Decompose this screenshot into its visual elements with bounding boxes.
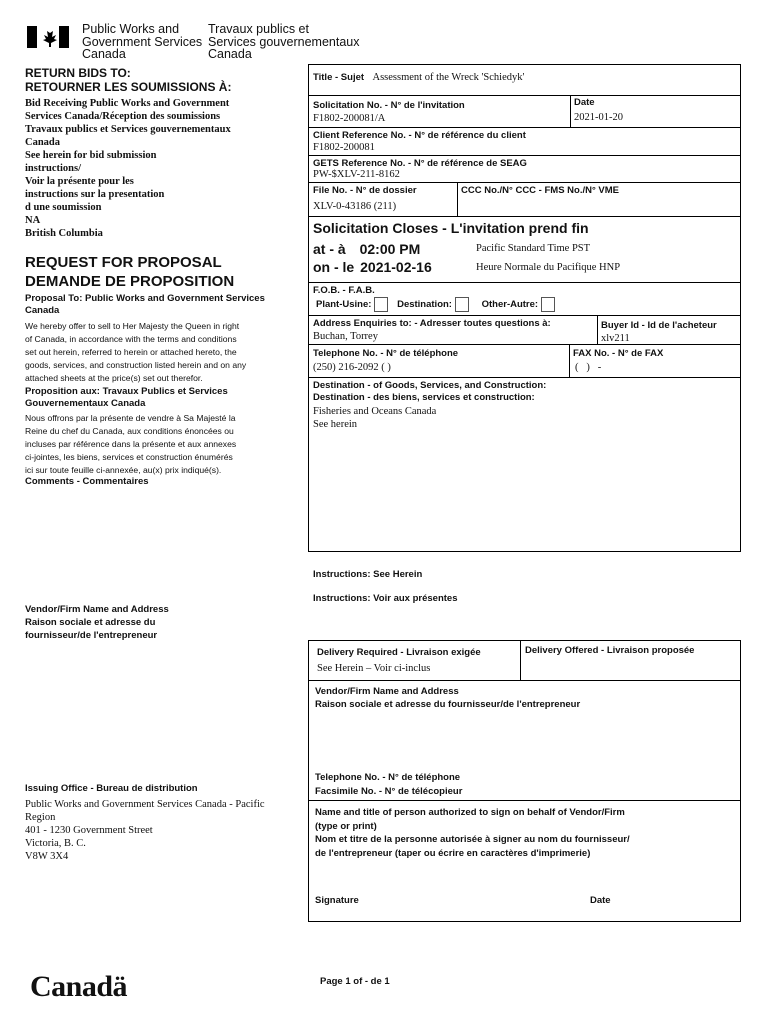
destination-value: Fisheries and Oceans Canada See herein xyxy=(313,406,437,430)
left-vendor-label: Vendor/Firm Name and Address Raison sociale et adresse du fournisseur/de l'entrepreneur xyxy=(25,604,169,641)
buyer-id-label: Buyer Id - Id de l'acheteur xyxy=(601,320,717,331)
other-checkbox[interactable] xyxy=(541,297,555,312)
ccc-label: CCC No./N° CCC - FMS No./N° VME xyxy=(461,185,620,196)
gets-ref-value: PW-$XLV-211-8162 xyxy=(313,169,400,180)
dept-name-fr: Travaux publics et Services gouvernementaux Canada xyxy=(208,22,360,61)
proposal-to-text: We hereby offer to sell to Her Majesty the Queen in right of Canada, in accordance with the terms and conditions set out herein, referred to herein or attached hereto, the goods, services, and construction listed herein and on any attached sheets at the price(s) set out therefor. xyxy=(25,321,247,383)
file-no-label: File No. - N° de dossier xyxy=(313,185,417,196)
issuing-office-address: Public Works and Government Services Canada - Pacific Region 401 - 1230 Government Street Victoria, B. C. V8W 3X4 xyxy=(25,799,265,862)
destination-checkbox[interactable] xyxy=(455,297,469,312)
delivery-required-value: See Herein – Voir ci-inclus xyxy=(317,663,431,674)
enquiries-label: Address Enquiries to: - Adresser toutes questions à: xyxy=(313,318,551,329)
phone-value: (250) 216-2092 ( ) xyxy=(313,362,391,373)
return-address: Bid Receiving Public Works and Government Services Canada/Réception des soumissions Travaux publics et Services gouvernementaux Canada See herein for bid submission instructions/ Voir la présente pour les instructions sur la presentation d une soumission NA British Columbia xyxy=(25,98,231,239)
proposal-to-heading: Proposal To: Public Works and Government Services Canada xyxy=(25,293,265,316)
vendor-label: Vendor/Firm Name and Address Raison sociale et adresse du fournisseur/de l'entrepreneur xyxy=(315,686,581,710)
client-ref-label: Client Reference No. - N° de référence du client xyxy=(313,130,526,141)
title-value: Assessment of the Wreck 'Schiedyk' xyxy=(372,72,525,83)
canada-flag-icon xyxy=(27,26,69,48)
timezone-en: Pacific Standard Time PST xyxy=(476,243,591,254)
fob-label: F.O.B. - F.A.B. xyxy=(313,285,375,296)
comments-label: Comments - Commentaires xyxy=(25,476,149,487)
destination-label: Destination - of Goods, Services, and Construction: Destination - des biens, services et construction: xyxy=(313,380,547,403)
file-no-value: XLV-0-43186 (211) xyxy=(313,201,397,212)
solicitation-value: F1802-200081/A xyxy=(313,113,386,124)
enquiries-value: Buchan, Torrey xyxy=(313,331,378,342)
closing-time: at - à 02:00 PM xyxy=(313,241,421,257)
authorized-signer-label: Name and title of person authorized to sign on behalf of Vendor/Firm (type or print) Nom et titre de la personne autorisée à signer au nom du fournisseur/ de l'entrepreneur (taper ou écrire en caractères d'imprimerie) xyxy=(315,807,630,859)
dept-name-en: Public Works and Government Services Canada xyxy=(82,22,203,61)
canada-wordmark: Canadä xyxy=(30,970,128,1003)
solicitation-label: Solicitation No. - N° de l'invitation xyxy=(313,100,465,111)
gets-ref-label: GETS Reference No. - N° de référence de SEAG xyxy=(313,158,527,169)
fax-value: ( ) - xyxy=(575,362,602,373)
proposition-text: Nous offrons par la présente de vendre à Sa Majesté la Reine du chef du Canada, aux conditions énoncées ou incluses par référence dans la présente et aux annexes ci-jointes, les biens, services et construction énumérés ici sur toute feuille ci-annexée, au(x) prix indiqué(s). xyxy=(25,413,237,475)
title-label: Title - Sujet xyxy=(313,72,365,83)
timezone-fr: Heure Normale du Pacifique HNP xyxy=(476,262,621,273)
title-field xyxy=(313,67,524,85)
signature-date-label: Date xyxy=(590,895,611,906)
rfp-heading: REQUEST FOR PROPOSAL DEMANDE DE PROPOSITION xyxy=(25,254,235,290)
instructions-en: Instructions: See Herein xyxy=(313,569,423,580)
signature-label: Signature xyxy=(315,895,359,906)
closing-date: on - le 2021-02-16 xyxy=(313,259,432,275)
vendor-phone-label: Telephone No. - N° de téléphone Facsimile No. - N° de télécopieur xyxy=(315,772,463,797)
client-ref-value: F1802-200081 xyxy=(313,142,375,153)
phone-label: Telephone No. - N° de téléphone xyxy=(313,348,459,359)
page-number: Page 1 of - de 1 xyxy=(320,976,390,987)
delivery-required-label: Delivery Required - Livraison exigée xyxy=(317,647,481,658)
proposition-heading: Proposition aux: Travaux Publics et Services Gouvernementaux Canada xyxy=(25,386,228,409)
issuing-office-label: Issuing Office - Bureau de distribution xyxy=(25,783,198,794)
buyer-id-value: xlv211 xyxy=(601,333,630,344)
fax-label: FAX No. - N° de FAX xyxy=(573,348,664,359)
date-label: Date xyxy=(574,97,595,108)
solicitation-closes-heading: Solicitation Closes - L'invitation prend fin xyxy=(313,220,589,236)
date-value: 2021-01-20 xyxy=(574,112,623,123)
fob-options: Plant-Usine: Destination: Other-Autre: xyxy=(316,297,555,312)
plant-checkbox[interactable] xyxy=(374,297,388,312)
return-bids-heading: RETURN BIDS TO: RETOURNER LES SOUMISSIONS À: xyxy=(25,66,232,94)
delivery-offered-label: Delivery Offered - Livraison proposée xyxy=(525,645,695,656)
instructions-fr: Instructions: Voir aux présentes xyxy=(313,593,458,604)
